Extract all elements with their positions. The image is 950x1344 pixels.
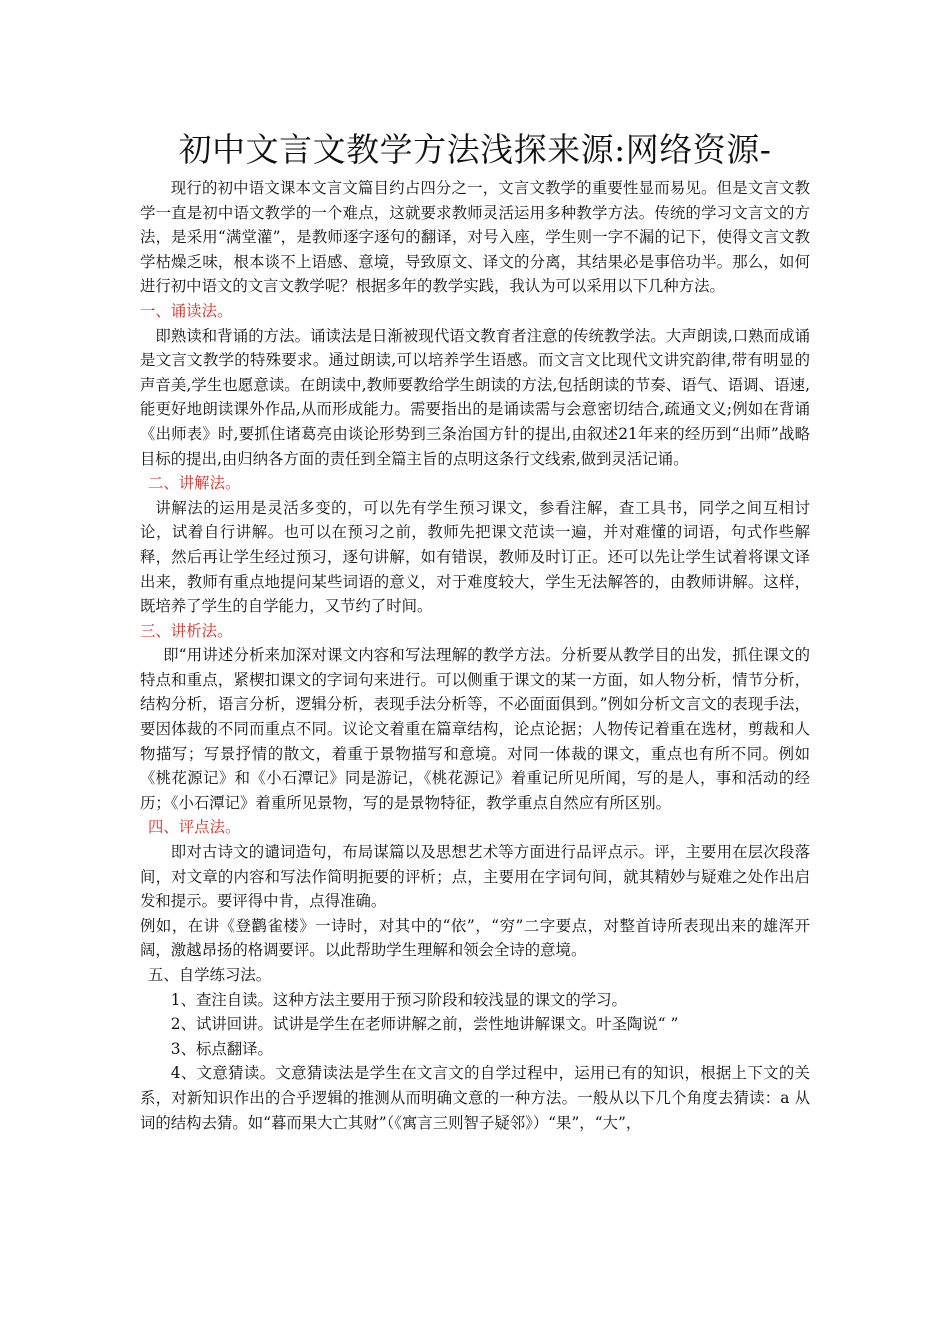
section5-item-1: 1、查注自读。这种方法主要用于预习阶段和较浅显的课文的学习。 <box>170 990 627 1009</box>
section-body-3: 即“用讲述分析来加深对课文内容和写法理解的教学方法。分析要从教学目的出发，抓住课文的特点和重点，紧楔扣课文的字词句来进行。可以侧重于课文的某一方面，如人物分析，情节分析，结构分析，语言分析，逻辑分析，表现手法分析等，不必面面俱到。”例如分析文言文的表现手法，要因体裁的不同而重点不同。议论文着重在篇章结构，论点论据；人物传记着重在选材，剪裁和人物描写；写景抒情的散文，着重于景物描写和意境。对同一体裁的课文，重点也有所不同。例如《桃花源记》和《小石潭记》同是游记，《桃花源记》着重记所见所闻，写的是人，事和活动的经历；《小石潭记》着重所见景物，写的是景物特征，教学重点自然应有所区别。 <box>140 646 810 812</box>
section-heading-5: 五、自学练习法。 <box>148 966 272 984</box>
section5-item-3: 3、标点翻译。 <box>170 1039 273 1058</box>
intro-paragraph: 现行的初中语文课本文言文篇目约占四分之一，文言文教学的重要性显而易见。但是文言文教学一直是初中语文教学的一个难点，这就要求教师灵活运用多种教学方法。传统的学习文言文的方法，是采用“满堂灌”，是教师逐字逐句的翻译，对号入座，学生则一字不漏的记下，使得文言文教学枯燥乏味，根本谈不上语感、意境，导致原文、译文的分离，其结果必是事倍功半。那么，如何进行初中语文的文言文教学呢？根据多年的教学实践，我认为可以采用以下几种方法。 <box>140 179 810 296</box>
section5-item-2: 2、试讲回讲。试讲是学生在老师讲解之前，尝性地讲解课文。叶圣陶说“ ” <box>170 1015 679 1034</box>
section-body-4-example: 例如，在讲《登鹳雀楼》一诗时，对其中的“依”，“穷”二字要点，对整首诗所表现出来的雄浑开阔，激越昂扬的格调要评。以此帮助学生理解和领会全诗的意境。 <box>140 916 810 960</box>
section-body-1: 即熟读和背诵的方法。诵读法是日渐被现代语文教育者注意的传统教学法。大声朗读,口熟而成诵是文言文教学的特殊要求。通过朗读,可以培养学生语感。而文言文比现代文讲究韵律,带有明显的声音美,学生也愿意读。在朗读中,教师要教给学生朗读的方法,包括朗读的节奏、语气、语调、语速,能更好地朗读课外作品,从而形成能力。需要指出的是诵读需与会意密切结合,疏通文义;例如在背诵《出师表》时,要抓住诸葛亮由谈论形势到三条治国方针的提出,由叙述21年来的经历到“出师”战略目标的提出,由归纳各方面的责任到全篇主旨的点明这条行文线索,做到灵活记诵。 <box>140 326 810 468</box>
document-title: 初中文言文教学方法浅探来源:网络资源- <box>178 130 772 169</box>
section5-item-4: 4、文意猜读。文意猜读法是学生在文言文的自学过程中，运用已有的知识，根据上下文的关系，对新知识作出的合乎逻辑的推测从而明确文意的一种方法。一般从以下几个角度去猜读：a 从词的结构去猜。如“暮而果大亡其财”（《寓言三则智子疑邻》）“果”，“大”， <box>140 1064 810 1132</box>
section-heading-1: 一、诵读法。 <box>140 301 233 320</box>
section-heading-4: 四、评点法。 <box>148 818 241 837</box>
section-body-4: 即对古诗文的谴词造句，布局谋篇以及思想艺术等方面进行品评点示。评，主要用在层次段落间，对文章的内容和写法作简明扼要的评析；点，主要用在字词句间，就其精妙与疑难之处作出启发和提示。要评得中肯，点得准确。 <box>140 843 810 911</box>
section-heading-2: 二、讲解法。 <box>148 474 241 493</box>
document-page <box>140 128 810 1135</box>
section-body-2: 讲解法的运用是灵活多变的，可以先有学生预习课文，参看注解，查工具书，同学之间互相讨论，试着自行讲解。也可以在预习之前，教师先把课文范读一遍，并对难懂的词语，句式作些解释，然后再让学生经过预习，逐句讲解，如有错误，教师及时订正。还可以先让学生试着将课文译出来，教师有重点地提问某些词语的意义，对于难度较大，学生无法解答的，由教师讲解。这样，既培养了学生的自学能力，又节约了时间。 <box>140 498 810 616</box>
section-heading-3: 三、讲析法。 <box>140 621 233 640</box>
